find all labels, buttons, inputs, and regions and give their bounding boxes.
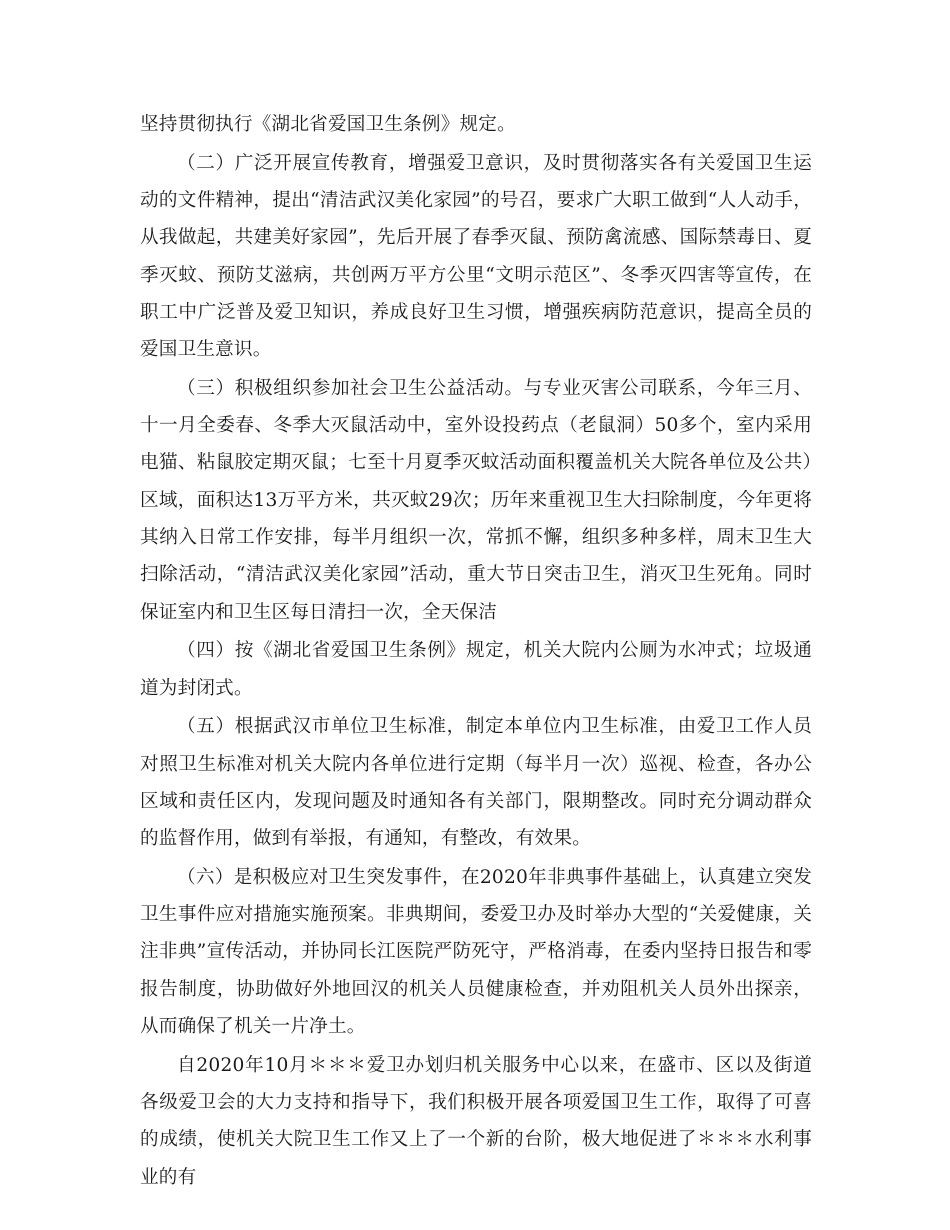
paragraph-section-5: （五）根据武汉市单位卫生标准，制定本单位内卫生标准，由爱卫工作人员对照卫生标准对机关大院内各单位进行定期（每半月一次）巡视、检查，各办公区域和责任区内，发现问题及时通知各有关部门，限期整改。同时充分调动群众的监督作用，做到有举报，有通知，有整改，有效果。 [140, 716, 812, 850]
paragraph-section-4: （四）按《湖北省爱国卫生条例》规定，机关大院内公厕为水冲式；垃圾通道为封闭式。 [140, 640, 812, 699]
paragraph-section-3: （三）积极组织参加社会卫生公益活动。与专业灭害公司联系，今年三月、十一月全委春、冬季大灭鼠活动中，室外设投药点（老鼠洞）50多个，室内采用电猫、粘鼠胶定期灭鼠；七至十月夏季灭蚊活动面积覆盖机关大院各单位及公共）区域，面积达13万平方米，共灭蚊29次；历年来重视卫生大扫除制度，今年更将其纳入日常工作安排，每半月组织一次，常抓不懈，组织多种多样，周末卫生大扫除活动，“清洁武汉美化家园”活动，重大节日突击卫生，消灭卫生死角。同时保证室内和卫生区每日清扫一次，全天保洁 [140, 377, 812, 623]
paragraph-summary: 自2020年10月＊＊＊爱卫办划归机关服务中心以来，在盛市、区以及街道各级爱卫会的大力支持和指导下，我们积极开展各项爱国卫生工作，取得了可喜的成绩，使机关大院卫生工作又上了一个新的台阶，极大地促进了＊＊＊水利事业的有 [140, 1054, 812, 1188]
paragraph-section-6: （六）是积极应对卫生突发事件，在2020年非典事件基础上，认真建立突发卫生事件应对措施实施预案。非典期间，委爱卫办及时举办大型的“关爱健康，关注非典”宣传活动，并协同长江医院严防死守，严格消毒，在委内坚持日报告和零报告制度，协助做好外地回汉的机关人员健康检查，并劝阻机关人员外出探亲，从而确保了机关一片净土。 [140, 866, 812, 1038]
paragraph-section-2: （二）广泛开展宣传教育，增强爱卫意识，及时贯彻落实各有关爱国卫生运动的文件精神，提出“清洁武汉美化家园”的号召，要求广大职工做到“人人动手，从我做起，共建美好家园”，先后开展了春季灭鼠、预防禽流感、国际禁毒日、夏季灭蚊、预防艾滋病，共创两万平方公里“文明示范区”、冬季灭四害等宣传，在职工中广泛普及爱卫知识，养成良好卫生习惯，增强疾病防范意识，提高全员的爱国卫生意识。 [140, 152, 812, 361]
document-body [140, 106, 812, 1196]
paragraph-continuation: 坚持贯彻执行《湖北省爱国卫生条例》规定。 [140, 114, 516, 135]
